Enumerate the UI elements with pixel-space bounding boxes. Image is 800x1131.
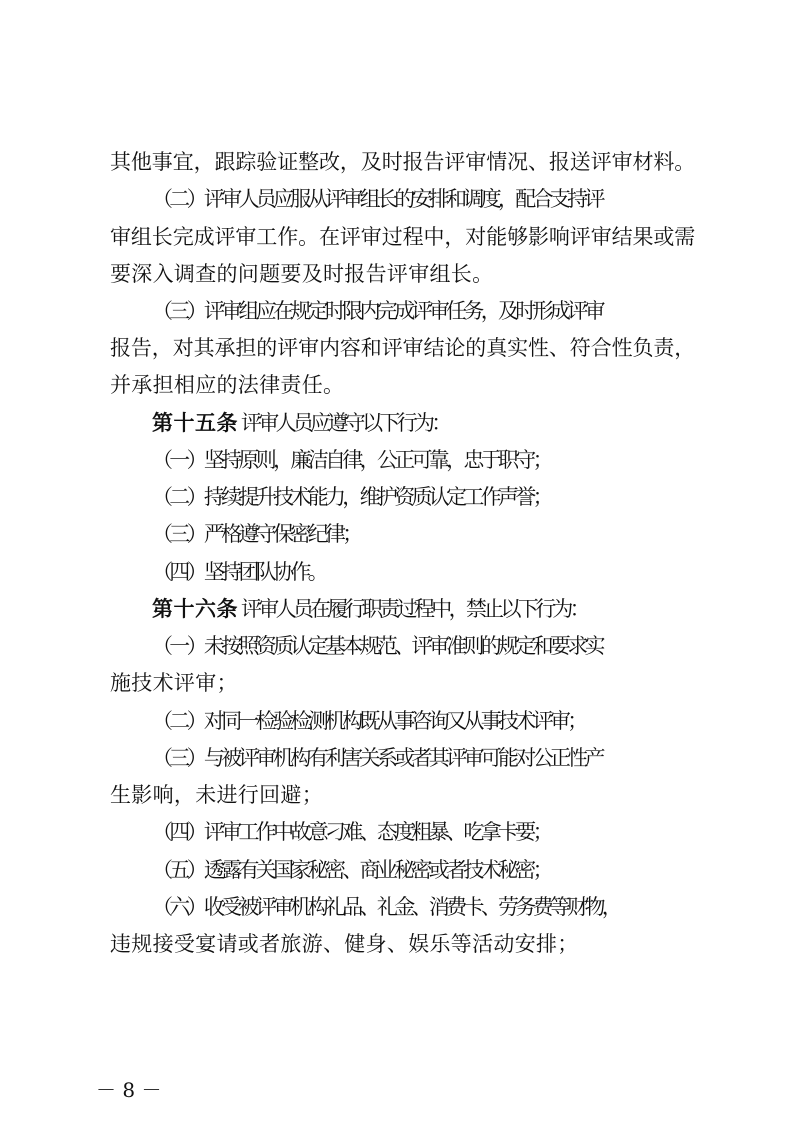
- text-line: （三）与被评审机构有利害关系或者其评审可能对公正性产: [152, 746, 602, 770]
- text-line: 要深入调查的问题要及时报告评审组长。: [110, 262, 494, 286]
- article-16-text: 评审人员在履行职责过程中，禁止以下行为：: [240, 597, 587, 621]
- text-line: 报告，对其承担的评审内容和评审结论的真实性、符合性负责，: [110, 336, 696, 360]
- text-line: 施技术评审；: [110, 671, 238, 695]
- text-line: 审组长完成评审工作。在评审过程中，对能够影响评审结果或需: [110, 225, 696, 249]
- text-line: （二）评审人员应服从评审组长的安排和调度，配合支持评: [152, 187, 602, 211]
- text-line: （二）持续提升技术能力，维护资质认定工作声誉；: [152, 485, 550, 509]
- text-line: （一）坚持原则，廉洁自律，公正可靠，忠于职守；: [152, 448, 550, 472]
- article-16: [152, 595, 742, 623]
- text-line: 生影响，未进行回避；: [110, 783, 323, 807]
- text-line: （四）坚持团队协作。: [152, 560, 325, 584]
- text-line: 其他事宜，跟踪验证整改，及时报告评审情况、报送评审材料。: [110, 150, 696, 174]
- text-line: （六）收受被评审机构礼品、礼金、消费卡、劳务费等财物，: [152, 895, 620, 919]
- text-line: （四）评审工作中故意刁难、态度粗暴、吃拿卡要；: [152, 820, 550, 844]
- article-16-heading: 第十六条: [152, 597, 238, 621]
- page-number: － 8 －: [96, 1078, 162, 1102]
- text-line: （三）评审组应在规定时限内完成评审任务，及时形成评审: [152, 299, 602, 323]
- text-line: （一）未按照资质认定基本规范、评审准则的规定和要求实: [152, 634, 602, 658]
- text-line: （二）对同一检验检测机构既从事咨询又从事技术评审；: [152, 709, 585, 733]
- text-line: 并承担相应的法律责任。: [110, 373, 345, 397]
- article-15-text: 评审人员应遵守以下行为：: [240, 411, 449, 435]
- article-15: [152, 409, 742, 437]
- text-line: 违规接受宴请或者旅游、健身、娱乐等活动安排；: [110, 932, 579, 956]
- article-15-heading: 第十五条: [152, 411, 238, 435]
- text-line: （五）透露有关国家秘密、商业秘密或者技术秘密；: [152, 858, 550, 882]
- text-line: （三）严格遵守保密纪律；: [152, 522, 360, 546]
